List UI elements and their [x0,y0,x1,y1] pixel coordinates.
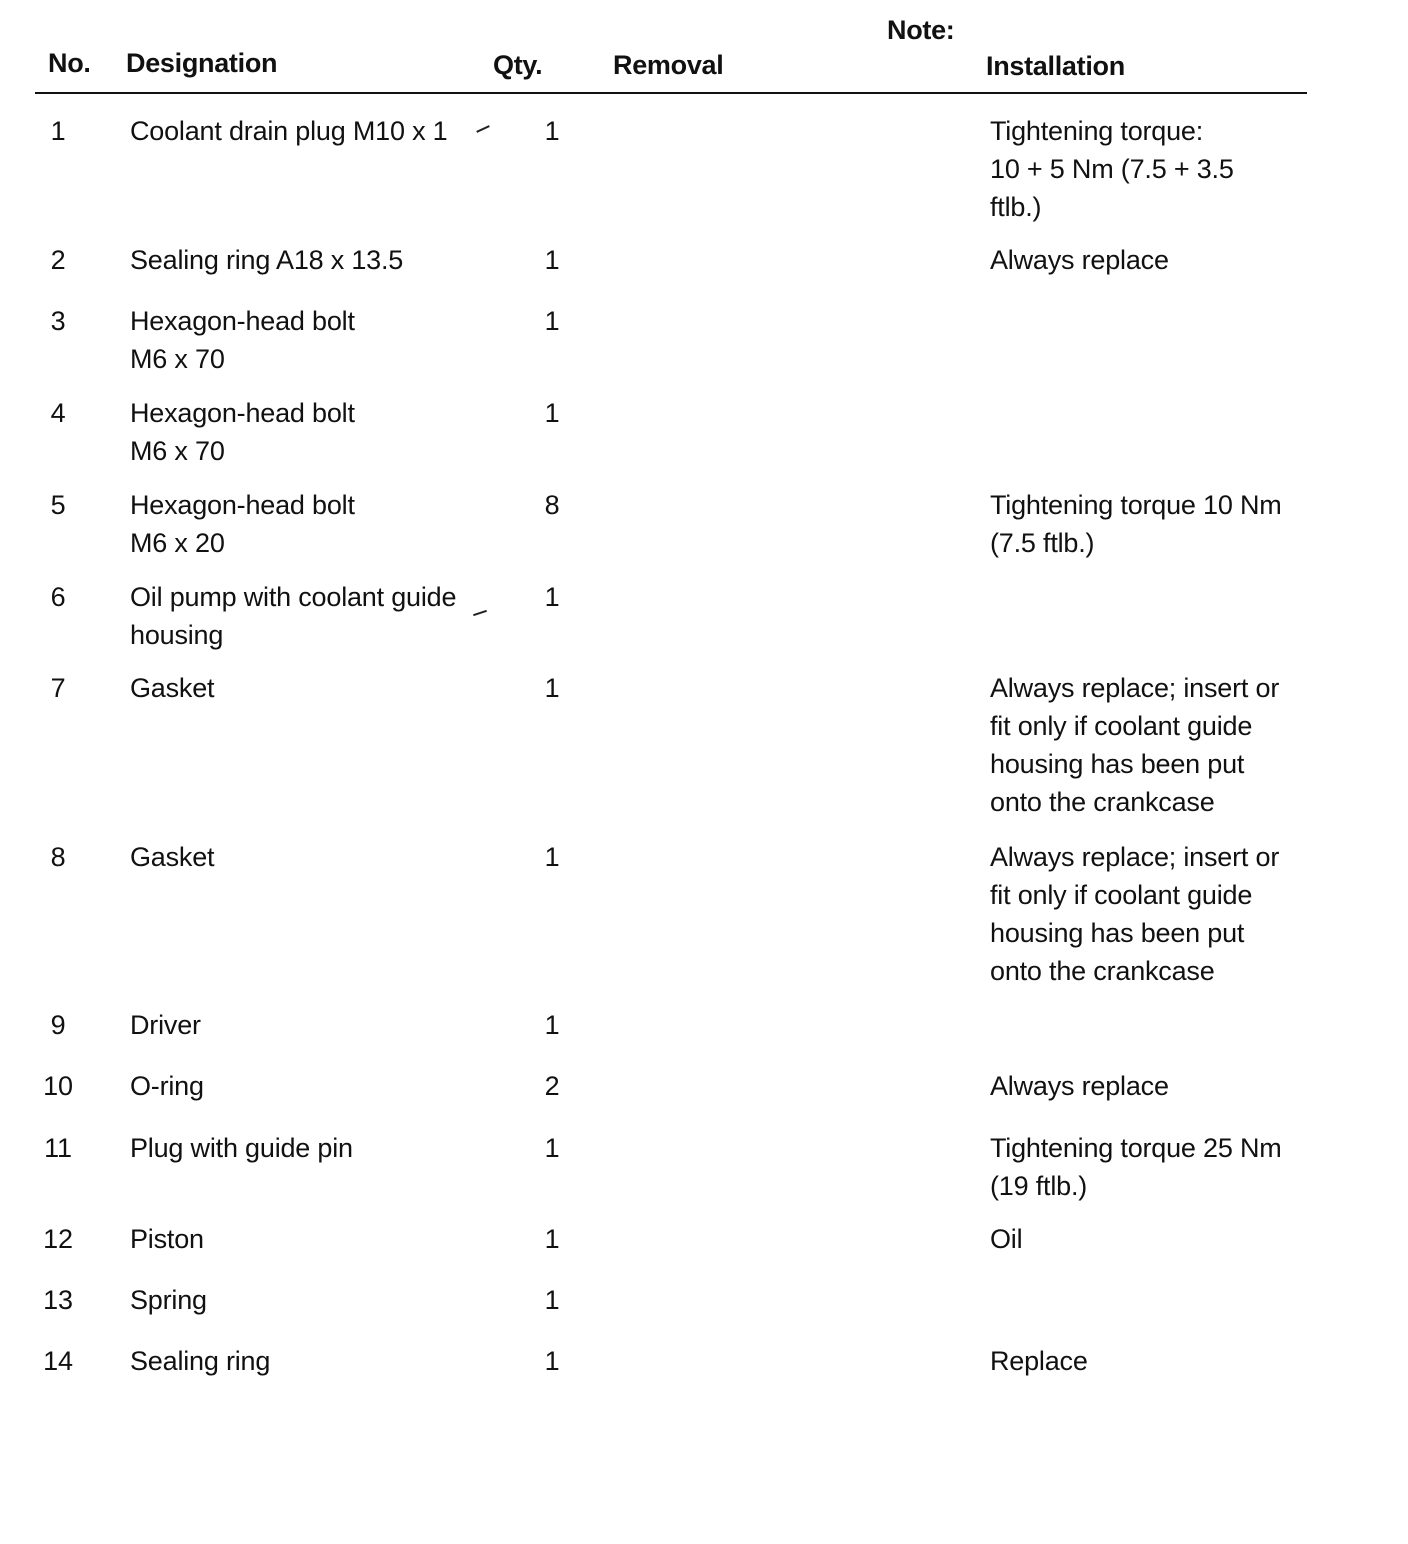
row-installation: Replace [990,1346,1088,1376]
row-number: 7 [50,673,66,703]
row-qty: 1 [544,1285,560,1315]
row-number: 14 [43,1346,73,1376]
row-qty: 1 [544,1010,560,1040]
row-installation: Always replace [990,1071,1169,1101]
row-designation: Gasket [130,842,215,872]
row-designation: Sealing ring [130,1346,271,1376]
row-installation: Always replace; insert or fit only if coolant guide housing has been put onto the crankcase [990,673,1280,817]
header-removal: Removal [613,50,724,80]
row-number: 4 [50,398,66,428]
row-installation: Always replace [990,245,1169,275]
row-designation: Coolant drain plug M10 x 1 [130,116,448,146]
row-designation: Piston [130,1224,204,1254]
row-number: 12 [43,1224,73,1254]
row-designation: Driver [130,1010,201,1040]
row-installation: Always replace; insert or fit only if coolant guide housing has been put onto the crankcase [990,842,1280,986]
row-qty: 1 [544,1133,560,1163]
row-number: 10 [43,1071,73,1101]
row-qty: 1 [544,245,560,275]
row-installation: Oil [990,1224,1023,1254]
row-number: 1 [50,116,66,146]
row-designation: Hexagon-head bolt M6 x 70 [130,398,355,466]
row-qty: 1 [544,116,560,146]
row-designation: O-ring [130,1071,204,1101]
header-no: No. [48,48,91,78]
header-qty: Qty. [493,50,543,80]
row-number: 9 [50,1010,66,1040]
row-qty: 1 [544,306,560,336]
header-installation: Installation [986,51,1125,81]
row-number: 2 [50,245,66,275]
header-designation: Designation [126,48,278,78]
row-designation: Spring [130,1285,207,1315]
row-designation: Hexagon-head bolt M6 x 20 [130,490,355,558]
row-qty: 1 [544,582,560,612]
row-qty: 1 [544,1224,560,1254]
row-designation: Sealing ring A18 x 13.5 [130,245,404,275]
pencil-mark [473,610,487,616]
pencil-mark [476,125,490,133]
row-number: 5 [50,490,66,520]
row-designation: Hexagon-head bolt M6 x 70 [130,306,355,374]
header-note: Note: [887,15,955,45]
row-designation: Oil pump with coolant guide housing [130,582,457,650]
row-installation: Tightening torque 10 Nm (7.5 ftlb.) [990,490,1282,558]
row-number: 8 [50,842,66,872]
row-designation: Gasket [130,673,215,703]
table-header [0,0,1408,95]
header-divider [35,92,1307,94]
row-qty: 2 [544,1071,560,1101]
row-number: 11 [44,1133,72,1163]
row-installation: Tightening torque: 10 + 5 Nm (7.5 + 3.5 ftlb.) [990,116,1234,222]
row-qty: 1 [544,673,560,703]
row-number: 6 [50,582,66,612]
row-number: 3 [50,306,66,336]
row-qty: 1 [544,1346,560,1376]
row-designation: Plug with guide pin [130,1133,353,1163]
row-qty: 1 [544,398,560,428]
row-qty: 1 [544,842,560,872]
row-qty: 8 [544,490,560,520]
row-number: 13 [43,1285,73,1315]
row-installation: Tightening torque 25 Nm (19 ftlb.) [990,1133,1282,1201]
